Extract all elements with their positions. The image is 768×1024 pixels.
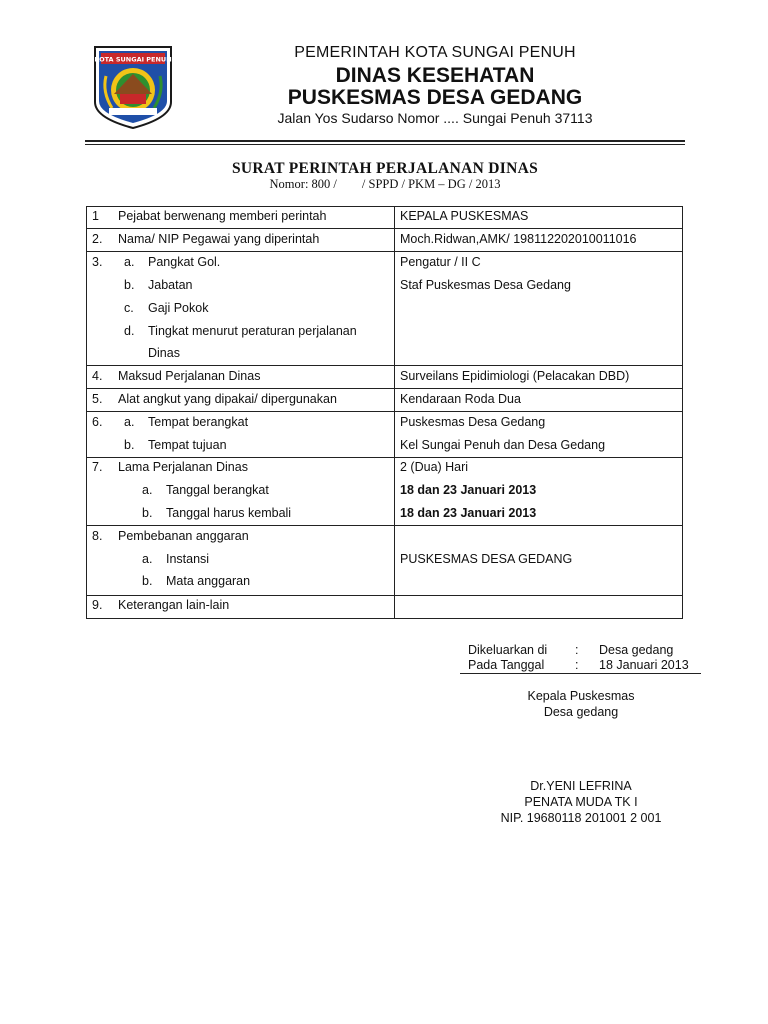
row-7b-letter: b. [142,506,153,520]
row-3b-letter: b. [124,278,135,292]
row-7a-label: Tanggal berangkat [166,483,269,497]
header-address: Jalan Yos Sudarso Nomor .... Sungai Penuh 37113 [277,110,593,126]
row-2-number: 2. [92,232,103,246]
document-number: Nomor: 800 / / SPPD / PKM – DG / 2013 [269,177,501,191]
city-logo-emblem [92,44,174,130]
issued-date-value: 18 Januari 2013 [599,658,689,672]
row-3a-label: Pangkat Gol. [148,255,221,269]
row-7a-letter: a. [142,483,153,497]
row-3c-label: Gaji Pokok [148,301,209,315]
header-agency: DINAS KESEHATAN [335,64,535,87]
row-7-value: 2 (Dua) Hari [400,460,469,474]
header-divider-thin [85,144,685,145]
row-6b-value: Kel Sungai Penuh dan Desa Gedang [400,438,606,452]
row-5-label: Alat angkut yang dipakai/ dipergunakan [118,392,337,406]
header-government: PEMERINTAH KOTA SUNGAI PENUH [294,44,576,61]
issued-place-label: Dikeluarkan di [468,643,548,657]
issued-underline [460,673,701,674]
row-6a-letter: a. [124,415,135,429]
row-1-label: Pejabat berwenang memberi perintah [118,209,327,223]
issued-place-colon: : [575,643,579,657]
row-4-label: Maksud Perjalanan Dinas [118,369,261,383]
row-3a-value: Pengatur / II C [400,255,481,269]
row-3b-label: Jabatan [148,278,193,292]
row-6b-label: Tempat tujuan [148,438,227,452]
issued-date-colon: : [575,658,579,672]
row-9-label: Keterangan lain-lain [118,598,230,612]
row-7-number: 7. [92,460,103,474]
row-1-value: KEPALA PUSKESMAS [400,209,529,223]
row-7b-label: Tanggal harus kembali [166,506,292,520]
row-8a-value: PUSKESMAS DESA GEDANG [400,552,573,566]
row-7-label: Lama Perjalanan Dinas [118,460,248,474]
signatory-role: Kepala Puskesmas [527,689,635,703]
document-title: SURAT PERINTAH PERJALANAN DINAS [232,160,538,177]
signatory-rank: PENATA MUDA TK I [524,795,638,809]
row-3a-letter: a. [124,255,135,269]
row-2-label: Nama/ NIP Pegawai yang diperintah [118,232,320,246]
issued-date-label: Pada Tanggal [468,658,545,672]
row-1-number: 1 [92,209,99,223]
row-8b-letter: b. [142,574,153,588]
signatory-name: Dr.YENI LEFRINA [530,779,632,793]
row-3c-letter: c. [124,301,134,315]
row-6-number: 6. [92,415,103,429]
row-4-value: Surveilans Epidimiologi (Pelacakan DBD) [400,369,630,383]
row-6b-letter: b. [124,438,135,452]
signatory-nip: NIP. 19680118 201001 2 001 [500,811,662,825]
row-7a-value: 18 dan 23 Januari 2013 [400,483,537,497]
row-3-number: 3. [92,255,103,269]
header-unit: PUSKESMAS DESA GEDANG [287,86,583,109]
row-3d-label-cont: Dinas [148,346,180,360]
header-divider-thick [85,140,685,142]
row-7b-value: 18 dan 23 Januari 2013 [400,506,537,520]
logo-city-name: KOTA SUNGAI PENUH [94,55,172,64]
signatory-location: Desa gedang [543,705,619,719]
row-6a-value: Puskesmas Desa Gedang [400,415,546,429]
row-5-value: Kendaraan Roda Dua [400,392,521,406]
issued-place-value: Desa gedang [599,643,674,657]
row-8b-label: Mata anggaran [166,574,251,588]
row-4-number: 4. [92,369,103,383]
row-5-number: 5. [92,392,103,406]
row-8-label: Pembebanan anggaran [118,529,249,543]
row-8-number: 8. [92,529,103,543]
row-3d-letter: d. [124,324,135,338]
row-8a-letter: a. [142,552,153,566]
row-9-number: 9. [92,598,103,612]
row-2-value: Moch.Ridwan,AMK/ 198112202010011016 [400,232,637,246]
row-3b-value: Staf Puskesmas Desa Gedang [400,278,571,292]
row-6a-label: Tempat berangkat [148,415,249,429]
travel-order-table [86,206,683,619]
row-3d-label: Tingkat menurut peraturan perjalanan [148,324,357,338]
row-8a-label: Instansi [166,552,210,566]
